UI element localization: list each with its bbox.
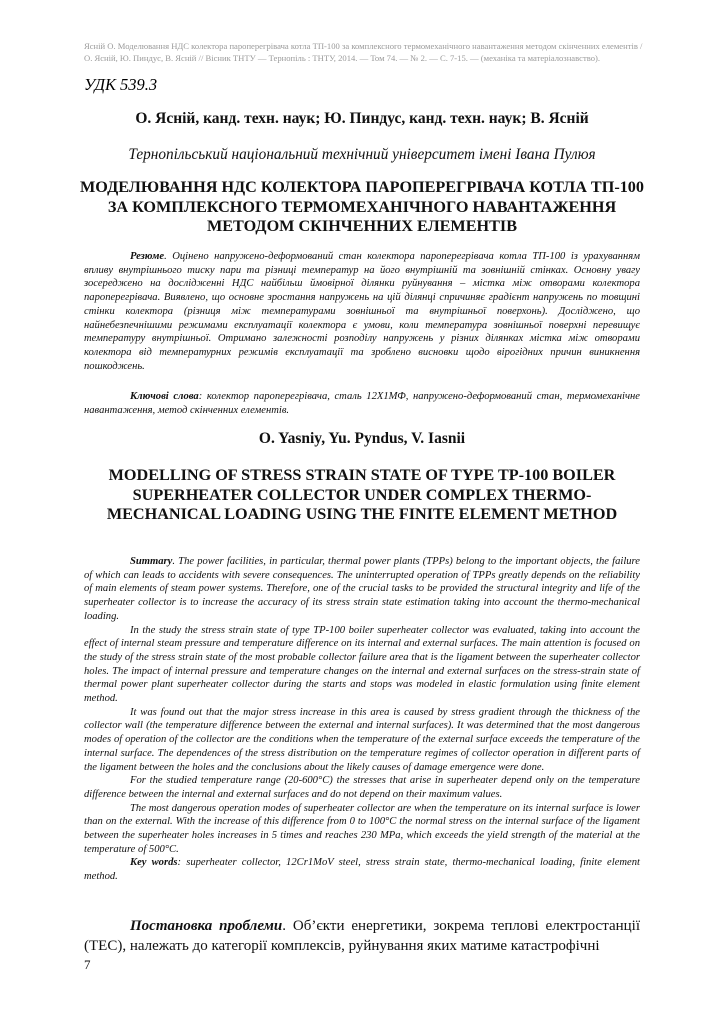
keywords-uk-text: : колектор пароперегрівача, сталь 12Х1МФ, напружено-деформований стан, термомеханічне навантаження, метод скінченних елементів. [84,391,640,416]
authors-uk: О. Ясній, канд. техн. наук; Ю. Пиндус, канд. техн. наук; В. Ясній [135,110,589,127]
udk-code: УДК 539.3 [84,75,158,94]
abstract-en-p1: . The power facilities, in particular, thermal power plants (TPPs) belong to the important objects, the failure of which can leads to accidents with severe consequences. The uninterrupted operation of TPPs greatly depends on the reliability of main elements of steam power systems. Therefore, one of the crucial tasks to be provided the structural integrity and life of the superheater collector is to increase the accuracy of its stress strain state estimation taking into account the thermo-mechanical loading. [84,556,640,622]
keywords-en-label: Key words [130,857,178,869]
abstract-uk [84,250,640,373]
abstract-en-label: Summary [130,556,173,567]
affiliation: Тернопільський національний технічний університет імені Івана Пулюя [128,146,596,163]
abstract-en-p4: For the studied temperature range (20-600°C) the stresses that arise in superheater depend only on the temperature difference between the internal and external surfaces and do not depend on their maximum values. [84,775,640,800]
abstract-en-p3: It was found out that the major stress increase in this area is caused by stress gradient through the thickness of the collector wall (the temperature difference between the external and internal surfaces). It was determined that the most dangerous modes of operation of the collector are the conditions when the temperature of the external surface exceeds the temperature of the internal surface. The dependences of the stress distribution on the temperature regimes of collector operation in different parts of the ligament between the holes and the conclusions about the likely causes of damage emergence were done. [84,706,640,773]
abstract-uk-text: . Оцінено напружено-деформований стан колектора пароперегрівача котла ТП-100 із урахуванням впливу внутрішнього тиску пари та різниці температур на його внутрішній та зовнішній стінках. Основну увагу зосереджено на дослідженні НДС найбільш ймовірної ділянки руйнування – містка між отворами колектора пароперегрівача. Виявлено, що основне зростання напружень на цій ділянці спричиняє градієнт напружень по товщині стінки колектора (різниця між температурами зовнішньої та внутрішньої поверхонь). Досліджено, що найнебезпечнішими режимами експлуатації колектора є умови, коли температура зовнішньої поверхні перевищує температуру внутрішньої. Отримано залежності розподілу напружень у різних ділянках містка між отворами колектора від температурних режимів експлуатації та зроблено висновки щодо вірогідних причин виникнення пошкоджень. [84,251,640,372]
citation-header: Ясній О. Моделювання НДС колектора пароперегрівача котла ТП-100 за комплексного термомеханічного навантаження методом скінченних елементів / О. Ясній, Ю. Пиндус, В. Ясній // Вісник ТНТУ — Тернопіль : ТНТУ, 2014. — Том 74. — № 2. — С. 7-15. — (механіка та матеріалознавство). [84,41,643,63]
abstract-en [84,555,640,884]
keywords-uk-label: Ключові слова [130,391,199,402]
page-number: 7 [84,957,91,972]
keywords-en-text: : superheater collector, 12Cr1MoV steel, stress strain state, thermo-mechanical loading, finite element method. [84,857,640,883]
title-en: MODELLING OF STRESS STRAIN STATE OF TYPE TP-100 BOILER SUPERHEATER COLLECTOR UNDER COMPLEX THERMO-MECHANICAL LOADING USING THE FINITE ELEMENT METHOD [106,466,618,524]
problem-statement-text: . Об’єкти енергетики, зокрема теплові електростанції (ТЕС), належать до категорії комплексів, руйнування яких матиме катастрофічні [84,918,640,954]
title-uk: МОДЕЛЮВАННЯ НДС КОЛЕКТОРА ПАРОПЕРЕГРІВАЧА КОТЛА ТП-100 ЗА КОМПЛЕКСНОГО ТЕРМОМЕХАНІЧНОГО НАВАНТАЖЕННЯ МЕТОДОМ СКІНЧЕННИХ ЕЛЕМЕНТІВ [80,178,644,235]
abstract-en-p2: In the study the stress strain state of type TP-100 boiler superheater collector was evaluated, taking into account the effect of internal steam pressure and temperature difference on its internal and external surfaces. The main attention is focused on the study of the stress strain state of the most probable collector failure area that is the ligament between the superheater collector holes. The impact of internal pressure and temperature changes on the internal and external surfaces on the stress-strain state of thermal power plant superheater collector during the starts and stops was modeled in elastic formulation using finite element method. [84,624,640,705]
abstract-en-p5: The most dangerous operation modes of superheater collector are when the temperature on its internal surface is lower than on the external. With the increase of this difference from 0 to 100°C the normal stress on the internal surface of the ligament between the superheater holes increases in 5 times and reaches 230 MPa, which exceeds the yield strength of the material at the temperature of 500°C. [84,802,640,855]
problem-statement-label: Постановка проблеми [130,918,283,934]
keywords-uk [84,390,640,417]
body-text [84,916,640,956]
abstract-uk-label: Резюме [130,251,165,262]
authors-en: O. Yasniy, Yu. Pyndus, V. Iasnii [258,430,466,447]
